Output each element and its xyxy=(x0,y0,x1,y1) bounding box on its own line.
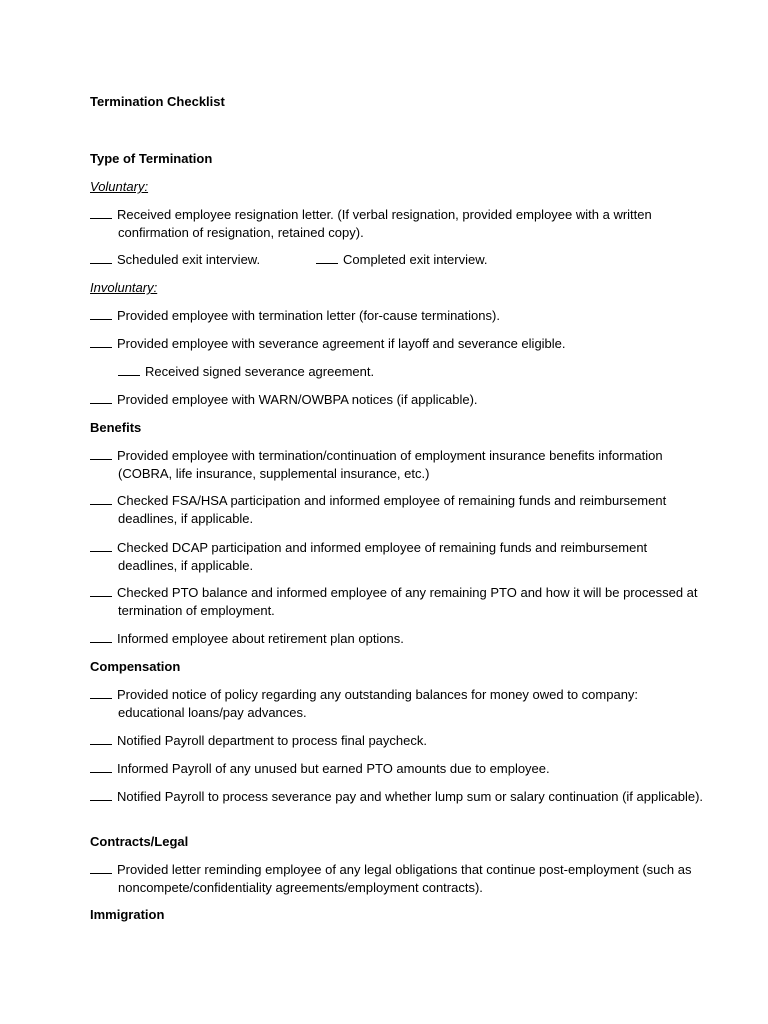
checkbox-blank-line[interactable] xyxy=(90,760,112,773)
checklist-item: Checked PTO balance and informed employee of any remaining PTO and how it will be processed at termination of employment. xyxy=(90,584,708,619)
checkbox-blank-line[interactable] xyxy=(118,363,140,376)
checkbox-blank-line[interactable] xyxy=(316,251,338,264)
checkbox-blank-line[interactable] xyxy=(90,788,112,801)
checklist-item: Received employee resignation letter. (If verbal resignation, provided employee with a written confirmation of resignation, retained copy). xyxy=(90,206,708,241)
checklist-item: Provided employee with termination/continuation of employment insurance benefits information (COBRA, life insurance, supplemental insurance, etc.) xyxy=(90,447,708,482)
checkbox-blank-line[interactable] xyxy=(90,492,112,505)
checklist-item: Provided employee with WARN/OWBPA notices (if applicable). xyxy=(90,391,708,409)
checklist-item: Notified Payroll to process severance pay and whether lump sum or salary continuation (if applicable). xyxy=(90,788,708,806)
checklist-item: Provided employee with termination letter (for-cause terminations). xyxy=(90,307,708,325)
checklist-item: Scheduled exit interview. xyxy=(90,252,260,267)
checkbox-blank-line[interactable] xyxy=(90,686,112,699)
checklist-item: Informed Payroll of any unused but earned PTO amounts due to employee. xyxy=(90,760,708,778)
checkbox-blank-line[interactable] xyxy=(90,206,112,219)
checkbox-blank-line[interactable] xyxy=(90,335,112,348)
checklist-item: Completed exit interview. xyxy=(316,251,488,269)
checklist-item-nested: Received signed severance agreement. xyxy=(118,363,706,381)
checkbox-blank-line[interactable] xyxy=(90,447,112,460)
checkbox-blank-line[interactable] xyxy=(90,630,112,643)
checklist-item-pair xyxy=(90,251,680,269)
checkbox-blank-line[interactable] xyxy=(90,307,112,320)
checklist-item: Provided notice of policy regarding any outstanding balances for money owed to company: educational loans/pay advances. xyxy=(90,686,708,721)
section-heading-contracts-legal: Contracts/Legal xyxy=(90,834,189,849)
voluntary-label: Voluntary: xyxy=(90,179,149,194)
checklist-item: Checked FSA/HSA participation and informed employee of remaining funds and reimbursement deadlines, if applicable. xyxy=(90,492,708,527)
checkbox-blank-line[interactable] xyxy=(90,539,112,552)
section-heading-type-of-termination: Type of Termination xyxy=(90,151,213,166)
checklist-item: Provided employee with severance agreement if layoff and severance eligible. xyxy=(90,335,708,353)
document-page xyxy=(90,0,704,1024)
checkbox-blank-line[interactable] xyxy=(90,732,112,745)
checkbox-blank-line[interactable] xyxy=(90,861,112,874)
section-heading-compensation: Compensation xyxy=(90,659,181,674)
checkbox-blank-line[interactable] xyxy=(90,391,112,404)
document-title: Termination Checklist xyxy=(90,94,225,109)
section-heading-immigration: Immigration xyxy=(90,907,165,922)
checklist-item: Provided letter reminding employee of any legal obligations that continue post-employment (such as noncompete/confidentiality agreements/employment contracts). xyxy=(90,861,708,896)
checklist-item: Notified Payroll department to process final paycheck. xyxy=(90,732,708,750)
checklist-item: Checked DCAP participation and informed employee of remaining funds and reimbursement deadlines, if applicable. xyxy=(90,539,708,574)
section-heading-benefits: Benefits xyxy=(90,420,142,435)
checkbox-blank-line[interactable] xyxy=(90,251,112,264)
checkbox-blank-line[interactable] xyxy=(90,584,112,597)
involuntary-label: Involuntary: xyxy=(90,280,158,295)
checklist-item: Informed employee about retirement plan options. xyxy=(90,630,708,648)
